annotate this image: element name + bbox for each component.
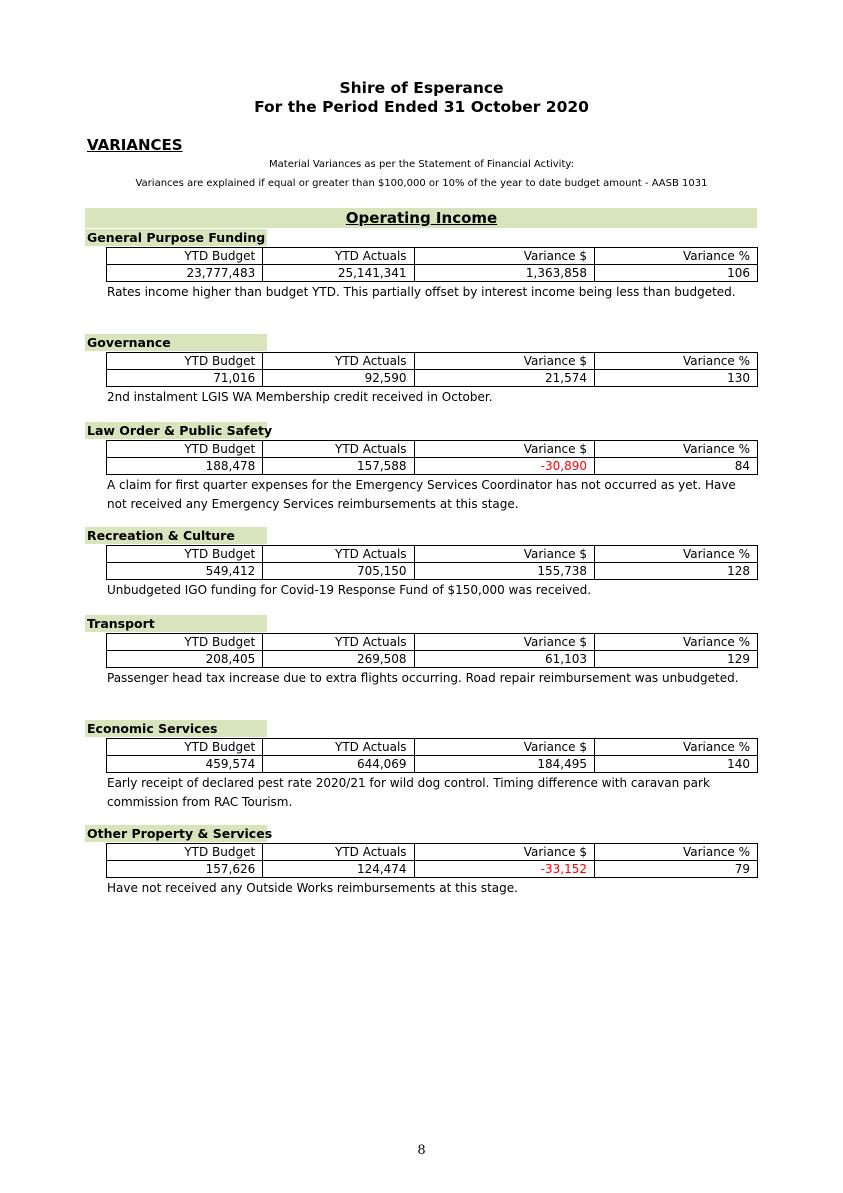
table-row — [107, 458, 758, 475]
variance-amount-value: 61,103 — [414, 651, 594, 668]
variance-table — [106, 440, 758, 475]
variance-table — [106, 545, 758, 580]
col-ytd-actuals: YTD Actuals — [263, 353, 414, 370]
variance-amount-value: -33,152 — [414, 861, 594, 878]
ytd-actuals-value: 269,508 — [263, 651, 414, 668]
section-label: Economic Services — [85, 720, 267, 737]
table-header-row — [107, 634, 758, 651]
col-ytd-budget: YTD Budget — [107, 441, 263, 458]
table-row — [107, 861, 758, 878]
col-variance-pct: Variance % — [595, 353, 758, 370]
variance-table — [106, 633, 758, 668]
ytd-actuals-value: 644,069 — [263, 756, 414, 773]
col-ytd-actuals: YTD Actuals — [263, 248, 414, 265]
variance-table — [106, 843, 758, 878]
col-ytd-budget: YTD Budget — [107, 634, 263, 651]
section-label: Transport — [85, 615, 267, 632]
ytd-budget-value: 157,626 — [107, 861, 263, 878]
operating-income-title: Operating Income — [345, 209, 498, 227]
col-variance-pct: Variance % — [595, 844, 758, 861]
col-ytd-budget: YTD Budget — [107, 353, 263, 370]
col-ytd-actuals: YTD Actuals — [263, 739, 414, 756]
variance-amount-value: 155,738 — [414, 563, 594, 580]
ytd-actuals-value: 25,141,341 — [263, 265, 414, 282]
section-label: Governance — [85, 334, 267, 351]
ytd-budget-value: 23,777,483 — [107, 265, 263, 282]
variance-comment: Unbudgeted IGO funding for Covid-19 Response Fund of $150,000 was received. — [107, 583, 592, 597]
col-ytd-budget: YTD Budget — [107, 844, 263, 861]
variance-note: Material Variances as per the Statement of Financial Activity: — [269, 159, 574, 170]
col-variance-pct: Variance % — [595, 441, 758, 458]
variance-amount-value: -30,890 — [414, 458, 594, 475]
variance-comment: Passenger head tax increase due to extra flights occurring. Road repair reimbursement was unbudgeted. — [107, 671, 739, 685]
col-variance-pct: Variance % — [595, 739, 758, 756]
page-number: 8 — [417, 1143, 426, 1158]
variance-pct-value: 79 — [595, 861, 758, 878]
report-period: For the Period Ended 31 October 2020 — [254, 98, 589, 116]
variance-comment: Early receipt of declared pest rate 2020/21 for wild dog control. Timing difference with caravan park commission from RAC Tourism. — [107, 776, 710, 809]
variance-comment: 2nd instalment LGIS WA Membership credit received in October. — [107, 390, 493, 404]
col-variance-amount: Variance $ — [414, 546, 594, 563]
ytd-budget-value: 549,412 — [107, 563, 263, 580]
col-ytd-budget: YTD Budget — [107, 739, 263, 756]
col-variance-pct: Variance % — [595, 248, 758, 265]
col-variance-amount: Variance $ — [414, 844, 594, 861]
variance-pct-value: 129 — [595, 651, 758, 668]
col-variance-amount: Variance $ — [414, 353, 594, 370]
section-label: Law Order & Public Safety — [87, 423, 273, 438]
col-variance-pct: Variance % — [595, 546, 758, 563]
variance-amount-value: 1,363,858 — [414, 265, 594, 282]
variance-pct-value: 128 — [595, 563, 758, 580]
table-header-row — [107, 441, 758, 458]
ytd-budget-value: 71,016 — [107, 370, 263, 387]
variance-table — [106, 352, 758, 387]
variance-amount-value: 21,574 — [414, 370, 594, 387]
col-variance-pct: Variance % — [595, 634, 758, 651]
ytd-budget-value: 188,478 — [107, 458, 263, 475]
ytd-budget-value: 459,574 — [107, 756, 263, 773]
variance-table — [106, 247, 758, 282]
table-row — [107, 756, 758, 773]
variance-pct-value: 106 — [595, 265, 758, 282]
variance-comment: Rates income higher than budget YTD. This partially offset by interest income being less than budgeted. — [107, 285, 736, 299]
variances-heading: VARIANCES — [87, 136, 183, 154]
variance-threshold-note: Variances are explained if equal or greater than $100,000 or 10% of the year to date budget amount - AASB 1031 — [135, 178, 708, 189]
section-label: Other Property & Services — [87, 826, 273, 841]
table-header-row — [107, 739, 758, 756]
ytd-actuals-value: 705,150 — [263, 563, 414, 580]
table-row — [107, 563, 758, 580]
ytd-budget-value: 208,405 — [107, 651, 263, 668]
section-label: Recreation & Culture — [85, 527, 267, 544]
table-header-row — [107, 353, 758, 370]
table-header-row — [107, 546, 758, 563]
col-variance-amount: Variance $ — [414, 441, 594, 458]
col-ytd-actuals: YTD Actuals — [263, 634, 414, 651]
table-row — [107, 370, 758, 387]
table-row — [107, 265, 758, 282]
col-ytd-actuals: YTD Actuals — [263, 844, 414, 861]
variance-amount-value: 184,495 — [414, 756, 594, 773]
col-variance-amount: Variance $ — [414, 248, 594, 265]
section-label: General Purpose Funding — [87, 230, 266, 245]
report-title: Shire of Esperance — [339, 79, 504, 97]
variance-pct-value: 130 — [595, 370, 758, 387]
variance-comment: Have not received any Outside Works reimbursements at this stage. — [107, 881, 518, 895]
ytd-actuals-value: 157,588 — [263, 458, 414, 475]
col-ytd-actuals: YTD Actuals — [263, 546, 414, 563]
col-ytd-budget: YTD Budget — [107, 248, 263, 265]
col-ytd-budget: YTD Budget — [107, 546, 263, 563]
variance-pct-value: 84 — [595, 458, 758, 475]
table-header-row — [107, 844, 758, 861]
variance-comment: A claim for first quarter expenses for the Emergency Services Coordinator has not occurred as yet. Have not received any Emergency Services reimbursements at this stage. — [107, 478, 736, 511]
col-variance-amount: Variance $ — [414, 634, 594, 651]
col-variance-amount: Variance $ — [414, 739, 594, 756]
variance-table — [106, 738, 758, 773]
ytd-actuals-value: 92,590 — [263, 370, 414, 387]
table-row — [107, 651, 758, 668]
col-ytd-actuals: YTD Actuals — [263, 441, 414, 458]
ytd-actuals-value: 124,474 — [263, 861, 414, 878]
table-header-row — [107, 248, 758, 265]
variance-pct-value: 140 — [595, 756, 758, 773]
